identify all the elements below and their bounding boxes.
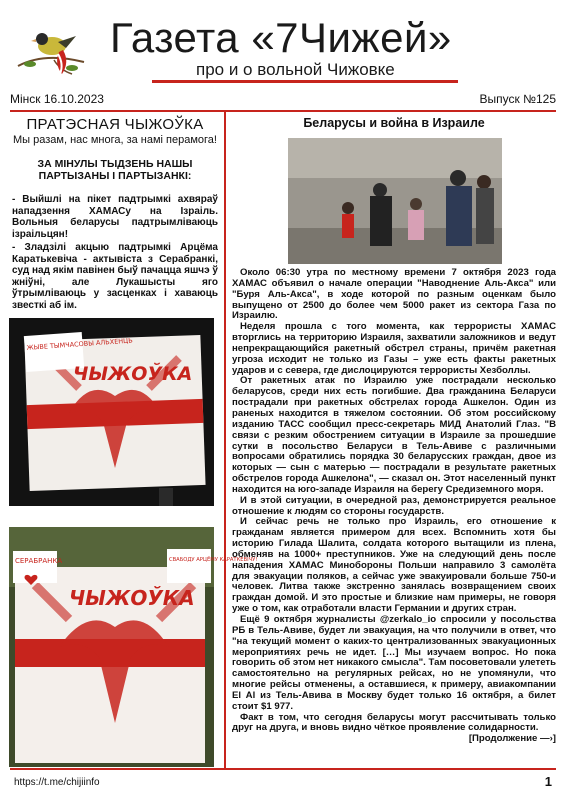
- article-title: Беларусы и война в Израиле: [303, 116, 485, 130]
- article-body: [232, 268, 556, 745]
- issue-city-date: Мінск 16.10.2023: [10, 92, 104, 106]
- photo1-banner: ЧЫЖОЎКА: [73, 363, 193, 385]
- article-paragraph: Факт в том, что сегодня беларусы могут рассчитывать только друг на друга, и вновь видно чёткое проявление солидарности.: [232, 711, 556, 734]
- newspaper-title: Газета «7Чижей»: [110, 14, 452, 61]
- issue-number: Выпуск №125: [479, 92, 556, 106]
- section-slogan: Мы разам, нас многа, за намі перамога!: [13, 134, 217, 146]
- section-heading: ПРАТЭСНАЯ ЧЫЖОЎКА: [26, 116, 204, 133]
- protest-photo-1: [9, 318, 214, 506]
- masthead: [0, 0, 566, 96]
- article-paragraph: От ракетных атак по Израилю уже пострадали несколько беларусов, среди них есть погибшие. Два гражданина Беларуси пострадали при ракетных обстрелах города Ашкелон. Один из раненых находится в тяжелом состоянии. Об этом российскому изданию ТАСС сообщил пресс-секретарь МИД Анатолий Глаз. "В связи с резким обострением ситуации в Израиле за прошедшие сутки в посольство Беларуси в Тель-Авиве с различными вопросами обратились порядка 30 беларусских граждан, двое из которых — сын с матерью — пострадали в результате ракетных обстрелов города Ашкелона", — сказал он. Этот населенный пункт находится на юго-западе Израиля на берегу Средиземного моря.: [232, 375, 556, 495]
- column-divider: [224, 112, 226, 768]
- title-underline: [152, 80, 458, 83]
- footer-divider: [10, 768, 556, 770]
- article-paragraph: И в этой ситуации, в очередной раз, демонстрируется реальное отношение к людям со стороны государств.: [232, 494, 556, 517]
- continued-link[interactable]: [Продолжение —›]: [468, 733, 556, 745]
- photo2-sign-left: СЕРАБРАНКА: [15, 557, 63, 565]
- newspaper-subtitle: про и о вольной Чижовке: [196, 60, 395, 79]
- telegram-link[interactable]: https://t.me/chijiinfo: [14, 777, 100, 788]
- news-item: - Зладзілі акцыю падтрымкі Арцёма Каратькевіча - актывіста з Серабранкі, суд над якім павінен быў пачацца яшчэ ў жніўні, але Лукашысты яго ўтрымліваюць у засценках і хаваюць звесткі аб ім.: [12, 242, 218, 311]
- protest-photo-2: [9, 527, 258, 767]
- news-list: [12, 194, 218, 311]
- news-item: - Выйшлі на пікет падтрымкі ахвяраў нападзення ХАМАСу на Ізраіль. Вольныя беларусы падтрымліваюць ізраільцян!: [12, 194, 218, 240]
- photo2-sign-right: СВАБОДУ АРЦЁМУ КАРАТКЕВІЧУ!: [169, 557, 258, 563]
- left-column: [12, 116, 218, 313]
- page-number: 1: [544, 774, 552, 789]
- bird-logo-icon: [14, 22, 88, 82]
- article-paragraph: Ещё 9 октября журналисты @zerkalo_io спросили у посольства РБ в Тель-Авиве, будет ли эвакуация, на что получили в ответ, что "на текущий момент о каких-то централизованных эвакуационных мероприятиях речь не идет. […] Мы изучаем вопрос. Но пока говорить об этом нет никакого смысла". Там посоветовали улететь самостоятельно на регулярных рейсах, но не упомянули, что многие рейсы отменены, а оставшиеся, к примеру, авиакомпании El Al из Тель-Авива в Москву будет только 16 октября, а билет стоит $1 977.: [232, 614, 556, 712]
- issue-divider: [10, 110, 556, 112]
- issue-bar: [10, 92, 556, 110]
- article: [232, 116, 556, 745]
- article-paragraph: Неделя прошла с того момента, как террористы ХАМАС вторглись на территорию Израиля, захватили заложников и ведут непрекращающийся ракетный обстрел страны, причём ракетная угроза исходит не только из Газы – уже есть факты ракетных ударов и с севера, где дислоцируются террористы Хезболлы.: [232, 321, 556, 376]
- photo1-sign: ЖЫВЕ ТЫМЧАСОВЫ АЛЬХЕНЦЬ: [26, 336, 133, 352]
- article-paragraph: И сейчас речь не только про Израиль, его отношение к гражданам является примером для всех. Вспомнить хотя бы историю Гилада Шалита, солдата которого вытащили из плена, обменяв на 1000+ преступников. Уже на следующий день после нападения ХАМАС Минобороны Польши направило 3 самолёта для эвакуации поляков, а сейчас уже эвакуировали больше 750-и человек. Литва также экстренно занялась возвращением своих граждан домой. И это простые и близкие нам примеры, не говоря уже о том, как отработали власти Германии и других стран.: [232, 516, 556, 615]
- news-heading: ЗА МІНУЛЫ ТЫДЗЕНЬ НАШЫ ПАРТЫЗАНЫ І ПАРТЫЗАНКІ:: [37, 158, 193, 182]
- article-photo: [288, 138, 502, 264]
- photo2-banner: ЧЫЖОЎКА: [69, 586, 195, 610]
- article-paragraph: Около 06:30 утра по местному времени 7 октября 2023 года ХАМАС объявил о начале операции "Наводнение Аль-Акса" или "Буря Аль-Акса", в ходе которой по разным оценкам было выпущено от 2500 до более чем 5000 ракет из сектора Газа по Израилю.: [232, 267, 556, 322]
